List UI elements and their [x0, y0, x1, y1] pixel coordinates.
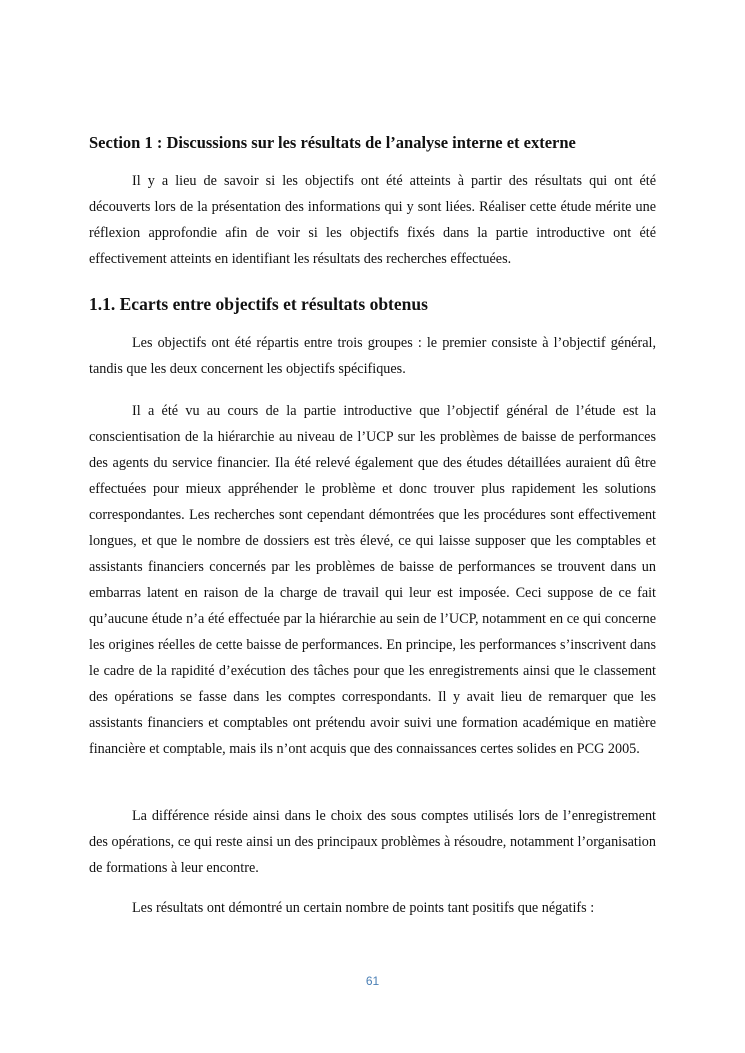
paragraph: Les résultats ont démontré un certain nombre de points tant positifs que négatifs :	[132, 900, 595, 916]
paragraph: Il a été vu au cours de la partie introductive que l’objectif général de l’étude est la conscientisation de la hiérarchie au niveau de l’UCP sur les problèmes de baisse de performances des agents du service financier. Ila été relevé également que des études détaillées auraient dû être effectuées pour mieux appréhender le problème et donc trouver plus rapidement les solutions correspondantes. Les recherches sont cependant démontrées que les procédures sont effectivement longues, et que le nombre de dossiers est très élevé, ce qui laisse supposer que les comptables et assistants financiers concernés par les problèmes de baisse de performances se trouvent dans un embarras latent en raison de la charge de travail qui leur est imposée. Ceci suppose de ce fait qu’aucune étude n’a été effectuée par la hiérarchie au sein de l’UCP, notamment en ce qui concerne les origines réelles de cette baisse de performances. En principe, les performances s’inscrivent dans le cadre de la rapidité d’exécution des tâches pour que les enregistrements ainsi que le classement des opérations se fasse dans les comptes correspondants. Il y avait lieu de remarquer que les assistants financiers et comptables ont prétendu avoir suivi une formation académique en matière financière et comptable, mais ils n’ont acquis que des connaissances certes solides en PCG 2005.	[89, 403, 656, 757]
section-title: Section 1 : Discussions sur les résultats de l’analyse interne et externe	[89, 133, 576, 152]
paragraph: Il y a lieu de savoir si les objectifs ont été atteints à partir des résultats qui ont été découverts lors de la présentation des informations qui y sont liées. Réaliser cette étude mérite une réflexion approfondie afin de voir si les objectifs fixés dans la partie introductive ont été effectivement atteints en identifiant les résultats des recherches effectuées.	[89, 173, 656, 267]
paragraph: La différence réside ainsi dans le choix des sous comptes utilisés lors de l’enregistrement des opérations, ce qui reste ainsi un des principaux problèmes à résoudre, notamment l’organisation de formations à leur encontre.	[89, 808, 656, 876]
subsection-title: 1.1. Ecarts entre objectifs et résultats obtenus	[89, 294, 428, 314]
page-number: 61	[365, 974, 380, 988]
paragraph: Les objectifs ont été répartis entre trois groupes : le premier consiste à l’objectif général, tandis que les deux concernent les objectifs spécifiques.	[89, 335, 656, 377]
